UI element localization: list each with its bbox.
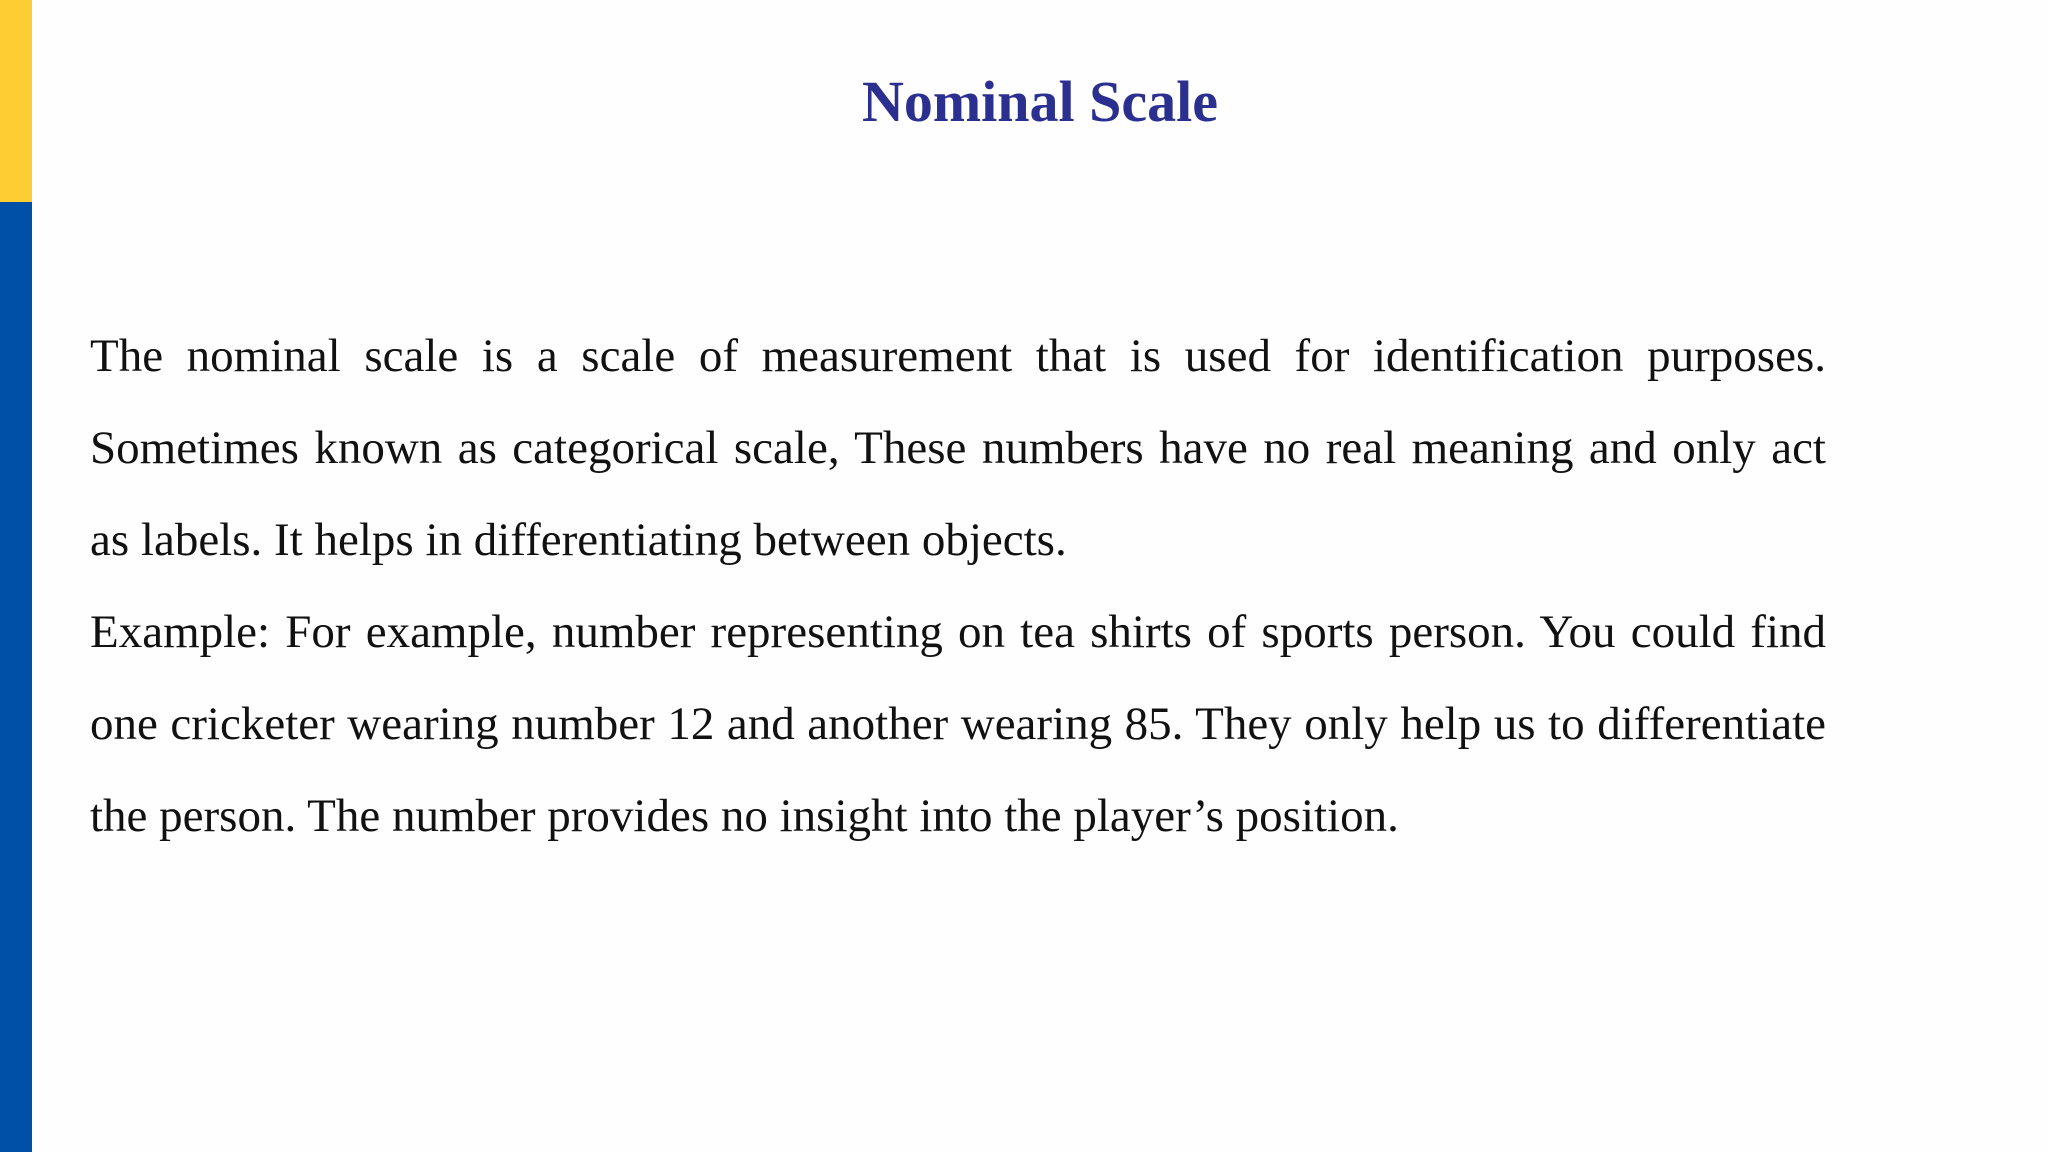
accent-bar-blue [0, 202, 32, 1152]
slide-body [90, 310, 1826, 862]
definition-paragraph: The nominal scale is a scale of measurement that is used for identification purposes. Sometimes known as categorical scale, These numbers have no real meaning and only act as labels. It helps in differentiating between objects. [90, 330, 1826, 566]
slide-title: Nominal Scale [861, 69, 1219, 134]
example-paragraph: Example: For example, number representing on tea shirts of sports person. You could find one cricketer wearing number 12 and another wearing 85. They only help us to differentiate the person. The number provides no insight into the player’s position. [90, 606, 1826, 842]
